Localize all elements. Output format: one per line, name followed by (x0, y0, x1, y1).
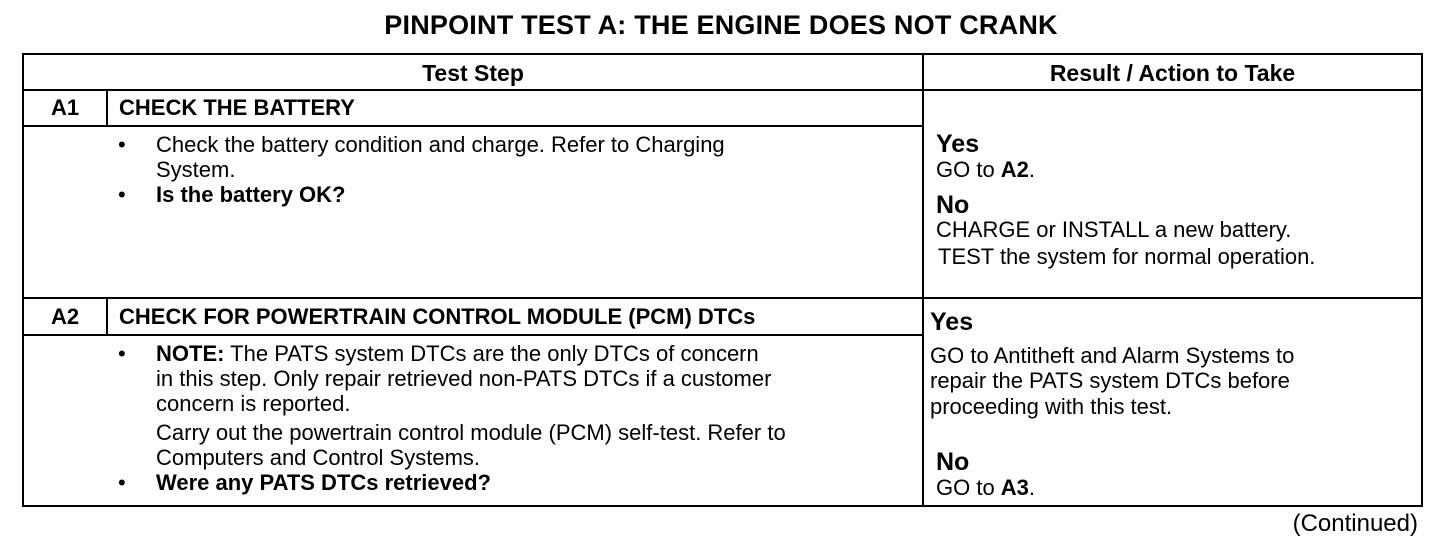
step-id-a2: A2 (50, 304, 80, 329)
step-title-a2: CHECK FOR POWERTRAIN CONTROL MODULE (PCM) DTCs (119, 304, 756, 329)
header-result-action: Result / Action to Take (1049, 60, 1296, 86)
a2-yes-action-line2: repair the PATS system DTCs before (930, 368, 1290, 393)
step-id-divider-a2 (106, 299, 108, 335)
step-title-divider-a2 (24, 334, 922, 336)
step-title-divider-a1 (24, 125, 922, 127)
a1-no-action-line2: TEST the system for normal operation. (938, 244, 1316, 269)
pinpoint-test-table (22, 53, 1423, 507)
a1-yes-action: GO to A2. (936, 157, 1036, 182)
a2-note-line3: concern is reported. (156, 391, 351, 416)
a1-instruction-line1: Check the battery condition and charge. Refer to Charging (156, 132, 725, 157)
a2-yes-action-line3: proceeding with this test. (930, 394, 1173, 419)
a2-action-line2: Computers and Control Systems. (156, 445, 481, 470)
a2-no-label: No (936, 448, 970, 476)
page-title: PINPOINT TEST A: THE ENGINE DOES NOT CRANK (384, 10, 1058, 40)
a1-question: Is the battery OK? (156, 182, 346, 207)
a2-yes-label: Yes (930, 308, 974, 336)
a1-instruction-line2: System. (156, 157, 236, 182)
bullet-icon: • (118, 132, 126, 157)
a2-yes-action-line1: GO to Antitheft and Alarm Systems to (930, 343, 1295, 368)
column-divider (922, 55, 924, 505)
a2-question: Were any PATS DTCs retrieved? (156, 470, 491, 495)
continued-label: (Continued) (1292, 510, 1418, 537)
row-divider (24, 297, 1421, 299)
bullet-icon: • (118, 182, 126, 207)
a2-note-line2: in this step. Only repair retrieved non-PATS DTCs if a customer (156, 366, 772, 391)
step-id-divider-a1 (106, 91, 108, 127)
a2-note-line1: NOTE: The PATS system DTCs are the only DTCs of concern (156, 341, 759, 366)
header-test-step: Test Step (422, 60, 524, 86)
a2-action-line1: Carry out the powertrain control module (PCM) self-test. Refer to (156, 420, 786, 445)
a1-no-action-line1: CHARGE or INSTALL a new battery. (936, 217, 1292, 242)
a1-yes-ref: A2 (1000, 157, 1029, 182)
step-id-a1: A1 (50, 95, 80, 120)
header-divider (24, 89, 1421, 91)
a2-no-ref: A3 (1000, 475, 1029, 500)
bullet-icon: • (118, 341, 126, 366)
bullet-icon: • (118, 470, 126, 495)
a1-no-label: No (936, 191, 970, 219)
a2-note-label: NOTE: (156, 341, 225, 366)
a1-yes-label: Yes (936, 130, 980, 158)
step-title-a1: CHECK THE BATTERY (119, 95, 355, 120)
a2-no-action: GO to A3. (936, 475, 1036, 500)
